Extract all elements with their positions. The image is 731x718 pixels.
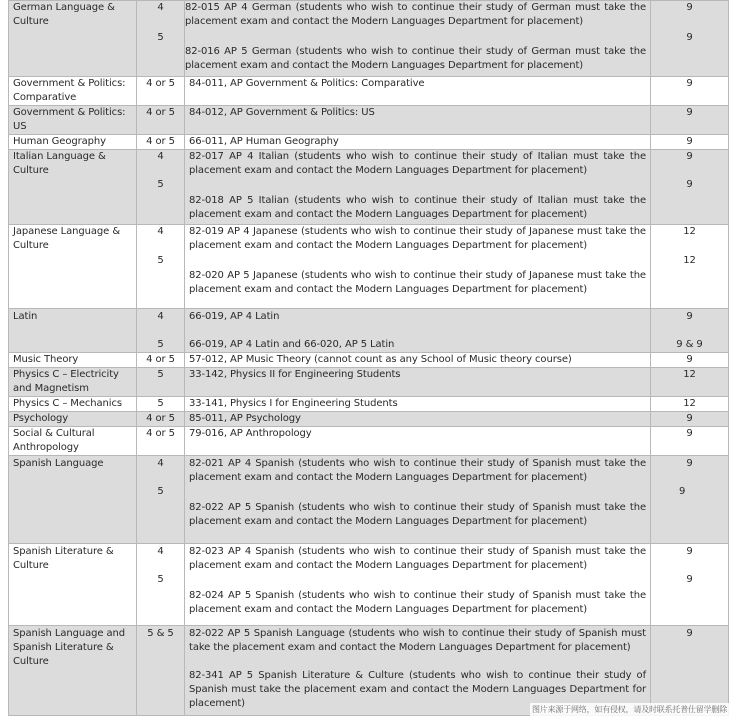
credit-cell: [651, 225, 729, 309]
table-row: [9, 77, 729, 106]
score-cell: 4 or 5: [137, 106, 185, 135]
table-row: [9, 309, 729, 353]
table-row: [9, 368, 729, 397]
score-value: 4: [157, 458, 164, 469]
credit-cell: [651, 150, 729, 225]
subject-cell: Spanish Literature & Culture: [9, 544, 137, 626]
course-cell: 33-142, Physics II for Engineering Students: [185, 368, 651, 397]
course-text: 82-018 AP 5 Italian (students who wish to continue their study of Italian must take the placement exam and contact the Modern Languages Department for placement): [189, 195, 646, 220]
score-value: 4: [157, 2, 164, 13]
course-cell: [185, 225, 651, 309]
course-text: 82-022 AP 5 Spanish Language (students who wish to continue their study of Spanish must take the placement exam and contact the Modern Languages Department for placement): [189, 628, 646, 653]
course-cell: 84-012, AP Government & Politics: US: [185, 106, 651, 135]
course-text: 82-021 AP 4 Spanish (students who wish to continue their study of Spanish must take the placement exam and contact the Modern Languages Department for placement): [189, 458, 646, 483]
credit-cell: [651, 309, 729, 353]
subject-cell: Government & Politics: Comparative: [9, 77, 137, 106]
table-row: [9, 353, 729, 368]
subject-cell: Psychology: [9, 412, 137, 427]
credit-cell: 9: [651, 626, 729, 716]
table-row: [9, 397, 729, 412]
credit-value: 12: [683, 255, 696, 266]
score-value: 4: [157, 226, 164, 237]
credit-value: 12: [683, 226, 696, 237]
score-cell: 5 & 5: [137, 626, 185, 716]
course-cell: [185, 309, 651, 353]
score-value: 5: [157, 32, 164, 43]
score-cell: [137, 309, 185, 353]
score-cell: [137, 544, 185, 626]
course-cell: 84-011, AP Government & Politics: Comparative: [185, 77, 651, 106]
score-cell: 4 or 5: [137, 427, 185, 456]
score-value: 4: [157, 151, 164, 162]
subject-cell: Japanese Language & Culture: [9, 225, 137, 309]
subject-cell: Music Theory: [9, 353, 137, 368]
credit-value: 9: [686, 2, 693, 13]
subject-cell: Italian Language & Culture: [9, 150, 137, 225]
table-row: [9, 427, 729, 456]
subject-cell: Spanish Language: [9, 456, 137, 544]
course-cell: 33-141, Physics I for Engineering Students: [185, 397, 651, 412]
table-row: [9, 135, 729, 150]
subject-cell: Human Geography: [9, 135, 137, 150]
table-row: [9, 626, 729, 716]
credit-cell: 9: [651, 353, 729, 368]
credit-cell: [651, 1, 729, 77]
credit-cell: 9: [651, 77, 729, 106]
credit-cell: 9: [651, 427, 729, 456]
course-text: 82-022 AP 5 Spanish (students who wish to continue their study of Spanish must take the placement exam and contact the Modern Languages Department for placement): [189, 502, 646, 527]
course-text: 66-019, AP 4 Latin and 66-020, AP 5 Latin: [189, 339, 395, 350]
subject-cell: German Language & Culture: [9, 1, 137, 77]
credit-value: 9: [686, 151, 693, 162]
score-cell: 4 or 5: [137, 135, 185, 150]
course-cell: 79-016, AP Anthropology: [185, 427, 651, 456]
course-cell: 66-011, AP Human Geography: [185, 135, 651, 150]
credit-cell: 9: [651, 412, 729, 427]
table-row: [9, 456, 729, 544]
credit-cell: [651, 456, 729, 544]
subject-cell: Physics C – Electricity and Magnetism: [9, 368, 137, 397]
credit-cell: 9: [651, 106, 729, 135]
score-cell: 4 or 5: [137, 353, 185, 368]
credit-value: 9: [686, 311, 693, 322]
subject-cell: Spanish Language and Spanish Literature & Culture: [9, 626, 137, 716]
credit-value: 9: [686, 179, 693, 190]
score-cell: [137, 150, 185, 225]
course-text: 82-016 AP 5 German (students who wish to continue their study of German must take the placement exam and contact the Modern Languages Department for placement): [185, 46, 646, 71]
course-text: 82-024 AP 5 Spanish (students who wish to continue their study of Spanish must take the placement exam and contact the Modern Languages Department for placement): [189, 590, 646, 615]
watermark-text: 图片来源于网络，如有侵权，请及时联系托普仕留学删除: [532, 705, 727, 714]
course-cell: [185, 626, 651, 716]
score-cell: [137, 456, 185, 544]
credit-value: 9: [679, 486, 686, 497]
course-text: 82-017 AP 4 Italian (students who wish to continue their study of Italian must take the placement exam and contact the Modern Languages Department for placement): [189, 151, 646, 176]
score-cell: [137, 1, 185, 77]
table-row: [9, 1, 729, 77]
score-value: 4: [157, 546, 164, 557]
score-cell: 4 or 5: [137, 77, 185, 106]
credit-value: 9: [686, 458, 693, 469]
table-row: [9, 106, 729, 135]
subject-cell: Social & Cultural Anthropology: [9, 427, 137, 456]
score-value: 5: [157, 339, 164, 350]
score-value: 5: [157, 255, 164, 266]
score-value: 5: [157, 574, 164, 585]
credit-cell: 12: [651, 397, 729, 412]
course-cell: [185, 456, 651, 544]
subject-cell: Latin: [9, 309, 137, 353]
ap-credit-table-region: [8, 0, 728, 716]
subject-cell: Physics C – Mechanics: [9, 397, 137, 412]
course-text: 82-020 AP 5 Japanese (students who wish to continue their study of Japanese must take the placement exam and contact the Modern Languages Department for placement): [189, 270, 646, 295]
credit-value: 9: [686, 32, 693, 43]
course-cell: [185, 1, 651, 77]
course-text: 82-023 AP 4 Spanish (students who wish to continue their study of Spanish must take the placement exam and contact the Modern Languages Department for placement): [189, 546, 646, 571]
course-text: 82-015 AP 4 German (students who wish to continue their study of German must take the placement exam and contact the Modern Languages Department for placement): [185, 2, 646, 27]
credit-value: 9: [686, 546, 693, 557]
credit-value: 9: [686, 574, 693, 585]
course-cell: [185, 150, 651, 225]
course-text: 66-019, AP 4 Latin: [189, 311, 280, 322]
credit-cell: [651, 544, 729, 626]
ap-credit-table: [8, 0, 729, 716]
table-row: [9, 544, 729, 626]
credit-cell: 9: [651, 135, 729, 150]
score-cell: [137, 225, 185, 309]
score-cell: 5: [137, 368, 185, 397]
table-row: [9, 412, 729, 427]
table-row: [9, 225, 729, 309]
score-value: 4: [157, 311, 164, 322]
score-cell: 4 or 5: [137, 412, 185, 427]
credit-value: 9 & 9: [676, 339, 703, 350]
table-row: [9, 150, 729, 225]
course-text: 82-019 AP 4 Japanese (students who wish to continue their study of Japanese must take the placement exam and contact the Modern Languages Department for placement): [189, 226, 646, 251]
course-text: 82-341 AP 5 Spanish Literature & Culture (students who wish to continue their study of Spanish must take the placement exam and contact the Modern Languages Department for placement): [189, 670, 646, 709]
course-cell: 85-011, AP Psychology: [185, 412, 651, 427]
subject-cell: Government & Politics: US: [9, 106, 137, 135]
credit-cell: 12: [651, 368, 729, 397]
score-cell: 5: [137, 397, 185, 412]
score-value: 5: [157, 486, 164, 497]
score-value: 5: [157, 179, 164, 190]
course-cell: [185, 544, 651, 626]
course-cell: 57-012, AP Music Theory (cannot count as any School of Music theory course): [185, 353, 651, 368]
